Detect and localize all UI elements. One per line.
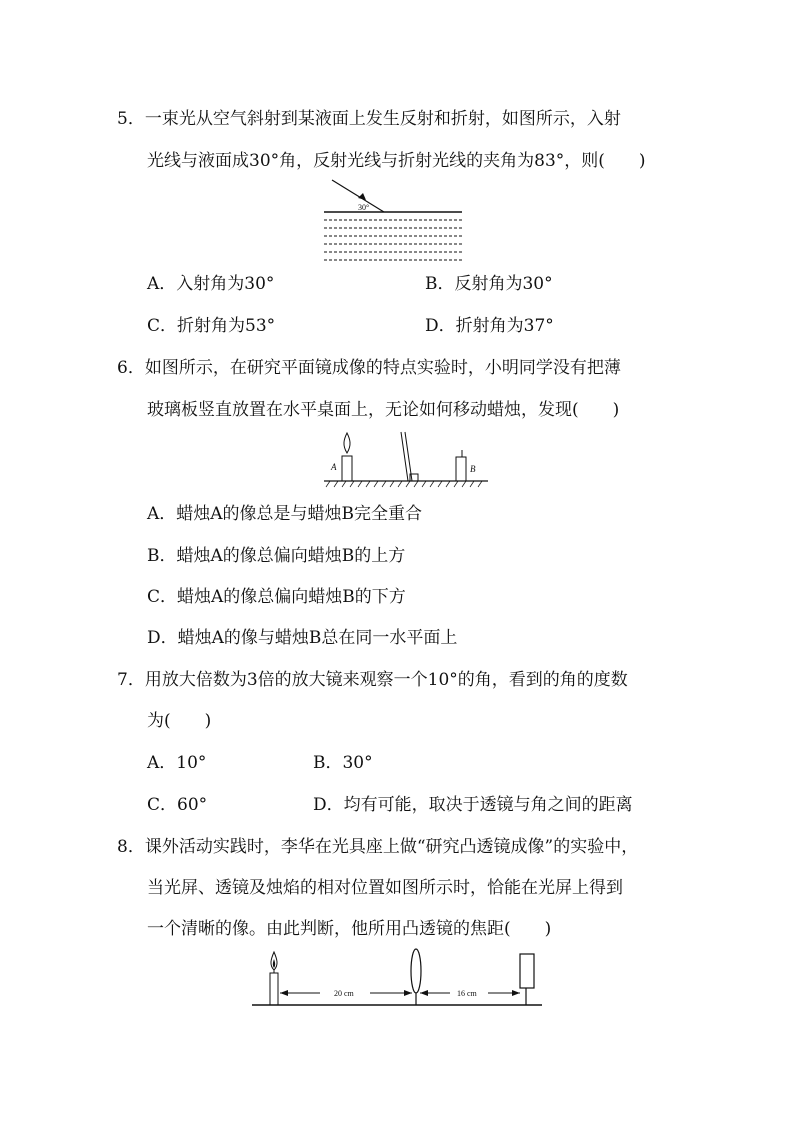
q8-figure-object-distance: 20 cm [334,989,354,998]
q5-option-d: D．折射角为37° [425,316,554,336]
q6-figure-plane-mirror [322,430,492,495]
q5-stem-line-1: 5．一束光从空气斜射到某液面上发生反射和折射，如图所示，入射 [117,109,621,129]
q5-figure-reflection-refraction [322,178,472,268]
q6-figure-label-b: B [470,464,476,474]
q8-stem-line-2: 当光屏、透镜及烛焰的相对位置如图所示时，恰能在光屏上得到 [147,878,623,898]
q8-stem-line-3: 一个清晰的像。由此判断，他所用凸透镜的焦距( ) [147,919,552,939]
q7-option-d: D．均有可能，取决于透镜与角之间的距离 [313,795,633,815]
q6-option-a: A．蜡烛A的像总是与蜡烛B完全重合 [147,504,423,524]
q6-option-b: B．蜡烛A的像总偏向蜡烛B的上方 [147,546,406,566]
q5-stem-line-2: 光线与液面成30°角，反射光线与折射光线的夹角为83°，则( ) [147,151,646,171]
q7-stem-line-2: 为( ) [147,711,212,731]
q7-option-b: B．30° [313,753,373,773]
q6-option-d: D．蜡烛A的像与蜡烛B总在同一水平面上 [147,628,458,648]
q5-option-c: C．折射角为53° [147,316,276,336]
q8-figure-image-distance: 16 cm [457,989,477,998]
q7-option-c: C．60° [147,795,208,815]
q6-stem-line-1: 6．如图所示，在研究平面镜成像的特点实验时，小明同学没有把薄 [117,358,621,378]
q7-option-a: A．10° [147,753,207,773]
q6-stem-line-2: 玻璃板竖直放置在水平桌面上，无论如何移动蜡烛，发现( ) [147,400,620,420]
q8-figure-optical-bench [250,948,550,1010]
q5-figure-angle-label: 30° [358,203,370,212]
q5-option-b: B．反射角为30° [425,274,553,294]
q6-figure-label-a: A [331,462,337,472]
q6-option-c: C．蜡烛A的像总偏向蜡烛B的下方 [147,587,406,607]
q5-option-a: A．入射角为30° [147,274,275,294]
q7-stem-line-1: 7．用放大倍数为3倍的放大镜来观察一个10°的角，看到的角的度数 [117,670,628,690]
q8-stem-line-1: 8．课外活动实践时，李华在光具座上做“研究凸透镜成像”的实验中， [117,837,639,857]
